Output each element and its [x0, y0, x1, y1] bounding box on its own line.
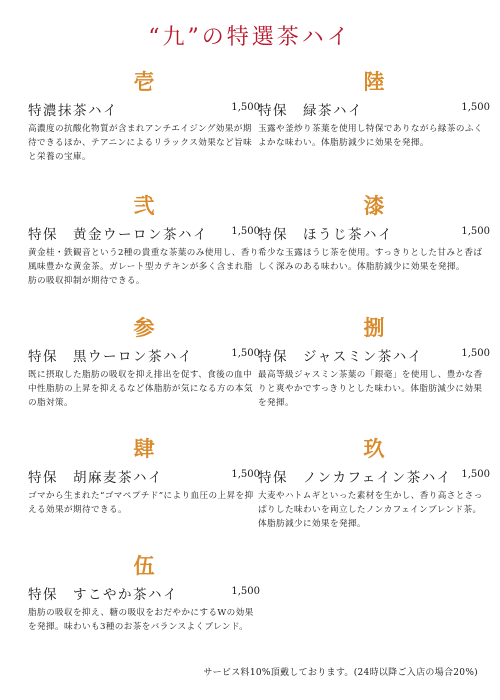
item-numeral: 捌 — [363, 315, 385, 340]
item-price: 1,500 — [461, 469, 490, 480]
item-header — [28, 99, 260, 119]
item-price: 1,500 — [461, 102, 490, 113]
menu-item — [28, 550, 260, 665]
item-name: 特保 ジャスミン茶ハイ — [258, 349, 423, 365]
item-numeral: 肆 — [133, 436, 155, 461]
menu-title: “九”の特選茶ハイ — [148, 25, 352, 50]
service-charge-note: サービス料10%頂戴しております。(24時以降ご入店の場合20%) — [203, 668, 478, 678]
item-price: 1,500 — [231, 586, 260, 597]
item-name: 特保 ノンカフェイン茶ハイ — [258, 470, 452, 486]
item-numeral: 弐 — [133, 193, 155, 218]
item-numeral: 参 — [133, 315, 155, 340]
item-description: 高濃度の抗酸化物質が含まれアンチエイジング効果が期待できるほか、テアニンによるリラックス効果など旨味と栄養の宝庫。 — [28, 124, 253, 162]
item-price: 1,500 — [231, 102, 260, 113]
item-header — [258, 99, 490, 119]
item-description: 希少な玉露ほうじ茶を使用。すっきりとした甘みと香ばしく深みのある味わい。体脂肪減少に効果を発揮。 — [258, 248, 483, 272]
menu-item — [28, 190, 260, 305]
item-name: 特濃抹茶ハイ — [28, 103, 118, 119]
item-description: 脂肪の吸収を抑え、糖の吸収をおだやかにするWの効果を発揮。味わいも3種のお茶をバランスよくブレンド。 — [28, 608, 254, 632]
item-numeral: 陸 — [363, 69, 385, 94]
item-price: 1,500 — [231, 469, 260, 480]
item-description: ゴマから生まれた“ゴマペプチド”により血圧の上昇を抑える効果が期待できる。 — [28, 491, 254, 515]
item-price: 1,500 — [461, 226, 490, 237]
item-numeral: 漆 — [363, 193, 385, 218]
item-price: 1,500 — [461, 348, 490, 359]
item-name: 特保 黄金ウーロン茶ハイ — [28, 227, 208, 243]
item-header — [258, 466, 490, 486]
menu-item — [258, 312, 490, 427]
item-description: 大麦やハトムギといった素材を生かし、香り高さとさっぱりした味わいを両立したノンカフェインブレンド茶。体脂肪減少に効果を発揮。 — [258, 491, 483, 529]
item-numeral: 伍 — [133, 553, 155, 578]
item-name: 特保 緑茶ハイ — [258, 103, 363, 119]
item-name: 特保 すこやか茶ハイ — [28, 587, 178, 603]
item-name: 特保 ほうじ茶ハイ — [258, 227, 393, 243]
item-description: 最高等級ジャスミン茶葉の「銀毫」を使用し、豊かな香りと爽やかですっきりとした味わい。体脂肪減少に効果を発揮。 — [258, 370, 483, 408]
menu-item — [258, 190, 490, 305]
item-name: 特保 黒ウーロン茶ハイ — [28, 349, 193, 365]
item-header — [28, 345, 260, 365]
item-header — [28, 466, 260, 486]
item-numeral: 壱 — [133, 69, 155, 94]
menu-item — [28, 433, 260, 548]
item-description: 既に摂取した脂肪の吸収を抑え排出を促す、食後の血中中性脂肪の上昇を抑えるなど体脂肪が気になる方の本気の脂対策。 — [28, 370, 253, 408]
item-header — [258, 223, 490, 243]
item-header — [258, 345, 490, 365]
menu-item — [28, 312, 260, 427]
item-price: 1,500 — [231, 348, 260, 359]
menu-item — [258, 433, 490, 548]
item-header — [28, 223, 260, 243]
item-header — [28, 583, 260, 603]
item-description: 黄金桂・鉄観音という2種の貴重な茶葉のみ使用し、香り風味豊かな黄金茶。ガレート型カテキンが多く含まれ脂肪の吸収抑制が期待できる。 — [28, 248, 259, 286]
item-price: 1,500 — [231, 226, 260, 237]
menu-item — [258, 66, 490, 181]
item-numeral: 玖 — [363, 436, 385, 461]
menu-item — [28, 66, 260, 181]
item-description: 玉露や釜炒り茶葉を使用し特保でありながら緑茶のふくよかな味わい。体脂肪減少に効果を発揮。 — [258, 124, 483, 148]
item-name: 特保 胡麻麦茶ハイ — [28, 470, 163, 486]
